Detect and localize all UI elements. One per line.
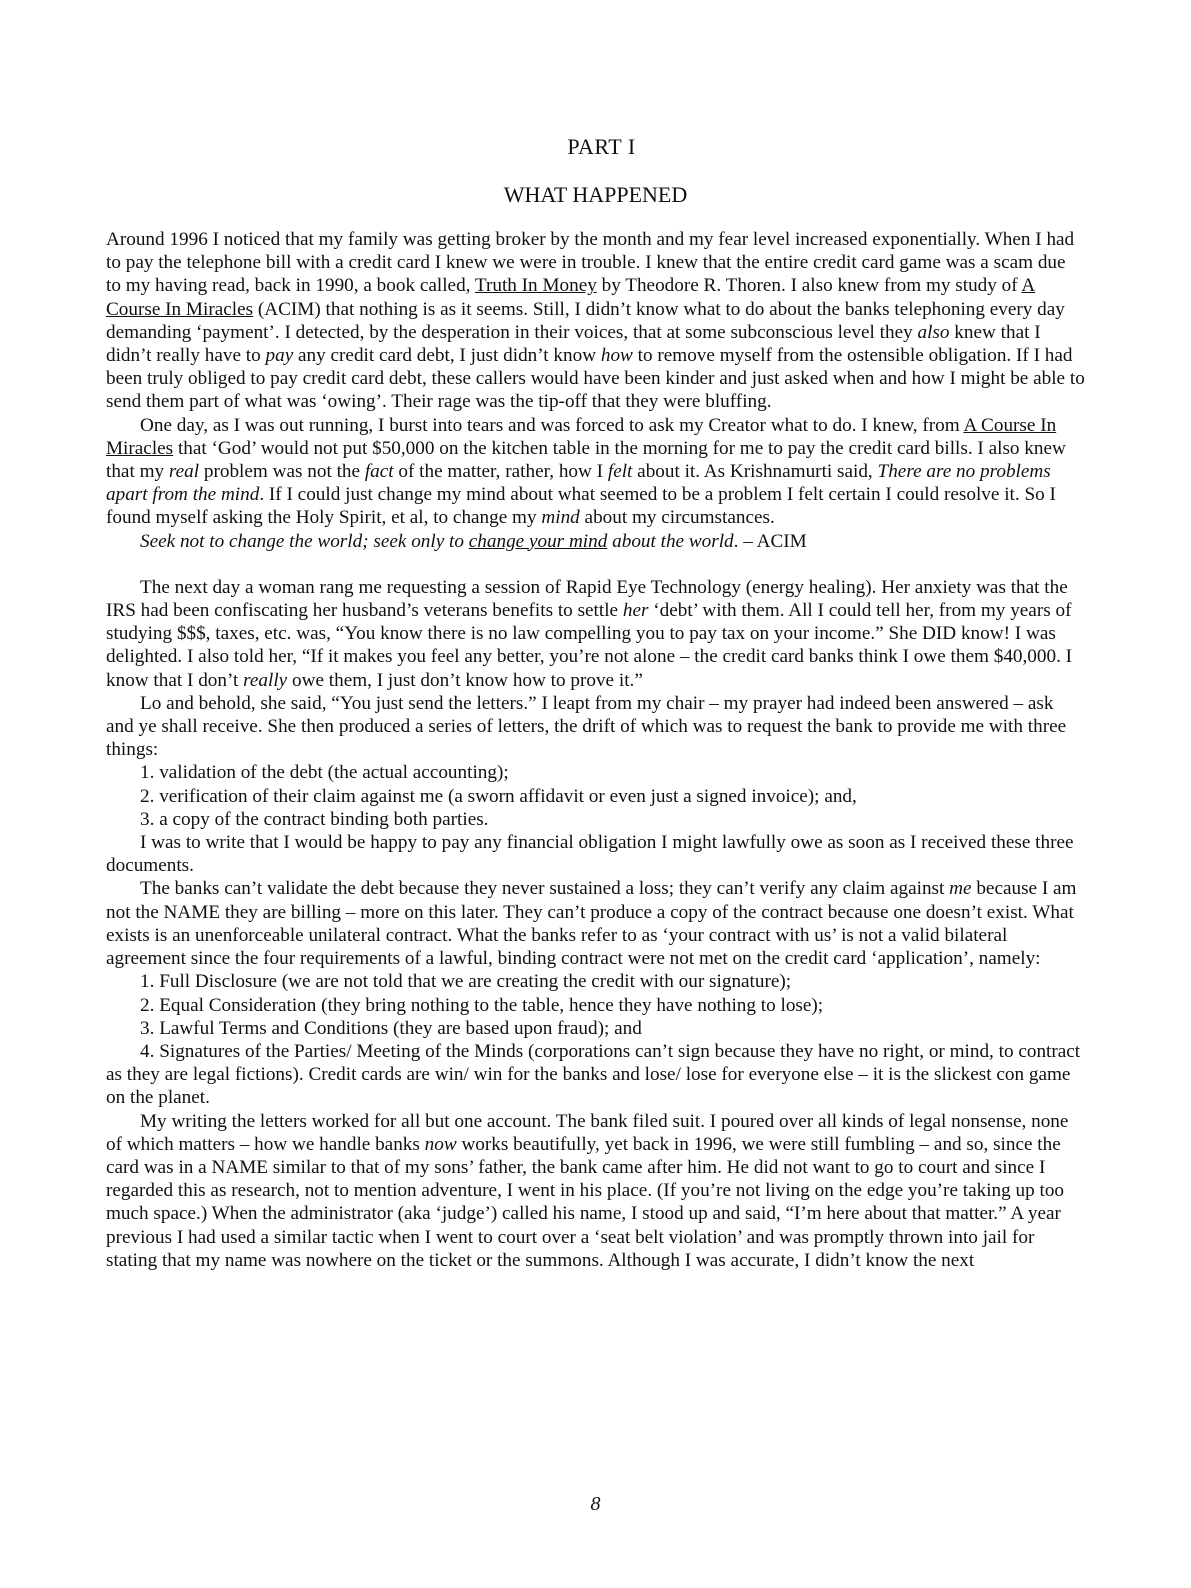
list-item: 2. Equal Consideration (they bring nothing to the table, hence they have nothing to lose); xyxy=(140,994,824,1016)
section-heading: WHAT HAPPENED xyxy=(503,182,688,207)
krishnamurti-quote: There are no problems apart from the mind xyxy=(106,461,1051,506)
book-title-acim: A Course In Miracles xyxy=(106,275,1036,320)
list-item: 3. a copy of the contract binding both parties. xyxy=(140,808,489,830)
paragraph-2: One day, as I was out running, I burst into tears and was forced to ask my Creator what to do. I knew, from A Course In Miracles that ‘God’ would not put $50,000 on the kitchen table in the morning for me to pay the credit card bills. I also knew that my real problem was not the fact of the matter, rather, how I felt about it. As Krishnamurti said, There are no problems apart from the mind. If I could just change my mind about what seemed to be a problem I felt certain I could resolve it. So I found myself asking the Holy Spirit, et al, to change my mind about my circumstances. xyxy=(106,414,1066,529)
list-item: 3. Lawful Terms and Conditions (they are based upon fraud); and xyxy=(140,1017,642,1039)
list-item: 2. verification of their claim against me (a sworn affidavit or even just a signed invoice); and, xyxy=(140,785,857,807)
part-heading: PART I xyxy=(567,134,636,159)
paragraph-8: 4. Signatures of the Parties/ Meeting of the Minds (corporations can’t sign because they have no right, or mind, to contract as they are legal fictions). Credit cards are win/ win for the banks and lose/ lose for everyone else – it is the slickest con game on the planet. xyxy=(106,1040,1081,1109)
page-number: 8 xyxy=(590,1493,601,1515)
paragraph-4: The next day a woman rang me requesting a session of Rapid Eye Technology (energy healing). Her anxiety was that the IRS had been confiscating her husband’s veterans benefits to settle her ‘debt’ with them. All I could tell her, from my years of studying $$$, taxes, etc. was, “You know there is no law compelling you to pay tax on your income.” She DID know! I was delighted. I also told her, “If it makes you feel any better, you’re not alone – the credit card banks think I owe them $40,000. I know that I don’t really owe them, I just don’t know how to prove it.” xyxy=(106,576,1073,691)
paragraph-7: The banks can’t validate the debt because they never sustained a loss; they can’t verify any claim against me because I am not the NAME they are billing – more on this later. They can’t produce a copy of the contract because one doesn’t exist. What exists is an unenforceable unilateral contract. What the banks refer to as ‘your contract with us’ is not a valid bilateral agreement since the four requirements of a lawful, binding contract were not met on the credit card ‘application’, namely: xyxy=(106,878,1077,970)
list-item: 1. Full Disclosure (we are not told that we are creating the credit with our signature); xyxy=(140,971,792,993)
book-title-truth-in-money: Truth In Money xyxy=(474,275,597,297)
paragraph-9: My writing the letters worked for all but one account. The bank filed suit. I poured over all kinds of legal nonsense, none of which matters – how we handle banks now works beautifully, yet back in 1996, we were still fumbling – and so, since the card was in a NAME similar to that of my sons’ father, the bank came after him. He did not want to go to court and since I regarded this as research, not to mention adventure, I went in his place. (If you’re not living on the edge you’re taking up too much space.) When the administrator (aka ‘judge’) called his name, I stood up and said, “I’m here about that matter.” A year previous I had used a similar tactic when I went to court over a ‘seat belt violation’ and was promptly thrown into jail for stating that my name was nowhere on the ticket or the summons. Although I was accurate, I didn’t know the next xyxy=(106,1110,1069,1271)
paragraph-6: I was to write that I would be happy to pay any financial obligation I might lawfully owe as soon as I received these three documents. xyxy=(106,832,1074,877)
list-item: 1. validation of the debt (the actual accounting); xyxy=(140,762,509,784)
paragraph-1: Around 1996 I noticed that my family was getting broker by the month and my fear level increased exponentially. When I had to pay the telephone bill with a credit card I knew we were in trouble. I knew that the entire credit card game was a scam due to my having read, back in 1990, a book called, Truth In Money by Theodore R. Thoren. I also knew from my study of A Course In Miracles (ACIM) that nothing is as it seems. Still, I didn’t know what to do about the banks telephoning every day demanding ‘payment’. I detected, by the desperation in their voices, that at some subconscious level they also knew that I didn’t really have to pay any credit card debt, I just didn’t know how to remove myself from the ostensible obligation. If I had been truly obliged to pay credit card debt, these callers would have been kinder and just asked when and how I might be able to send them part of what was ‘owing’. Their rage was the tip-off that they were bluffing. xyxy=(106,229,1085,413)
paragraph-5: Lo and behold, she said, “You just send the letters.” I leapt from my chair – my prayer had indeed been answered – ask and ye shall receive. She then produced a series of letters, the drift of which was to request the bank to provide me with three things: xyxy=(106,692,1067,761)
acim-quote: Seek not to change the world; seek only to change your mind about the world. – ACIM xyxy=(140,530,807,552)
book-title-acim: A Course In Miracles xyxy=(106,414,1057,459)
blank-line xyxy=(106,553,1085,576)
